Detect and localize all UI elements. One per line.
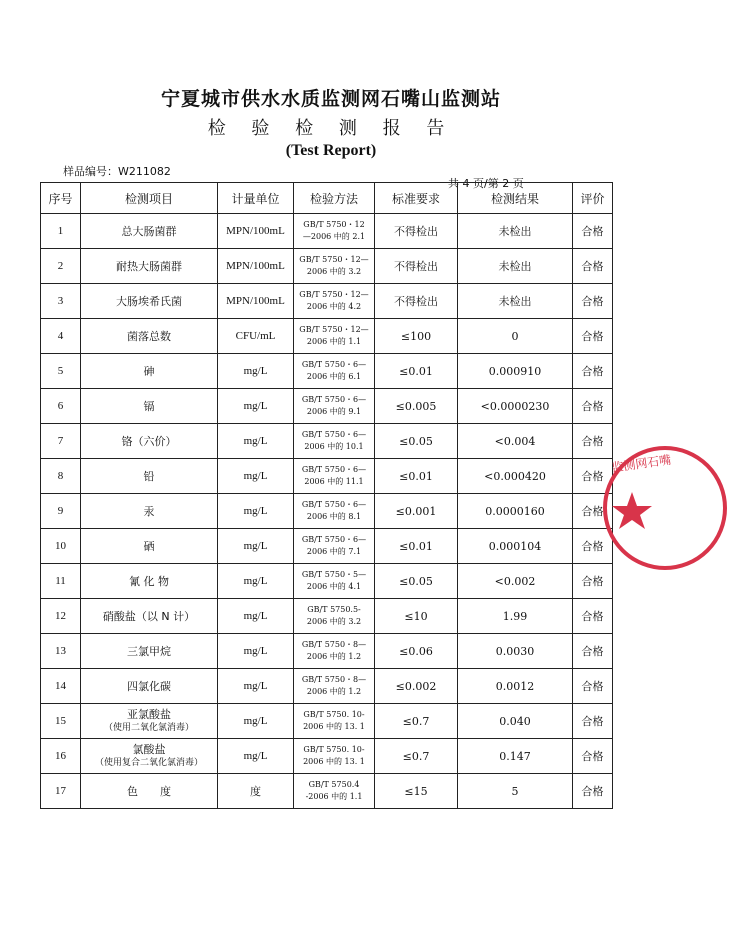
cell-evaluation: 合格 — [573, 529, 613, 564]
cell-result: 未检出 — [458, 249, 573, 284]
cell-result: <0.0000230 — [458, 389, 573, 424]
method-line-2: 2006 中的 6.1 — [306, 372, 362, 381]
cell-item — [81, 354, 218, 389]
cell-method — [294, 249, 375, 284]
method-line-2: 2006 中的 3.2 — [306, 617, 362, 626]
table-row — [41, 284, 613, 319]
cell-method — [294, 529, 375, 564]
method-line-1: GB/T 5750・12— — [299, 290, 369, 299]
item-name: 总大肠菌群 — [121, 225, 177, 238]
cell-standard: ≤0.05 — [375, 564, 458, 599]
cell-item — [81, 389, 218, 424]
cell-result: 0 — [458, 319, 573, 354]
method-line-2: 2006 中的 1.2 — [306, 687, 362, 696]
cell-unit: mg/L — [218, 564, 294, 599]
method-line-2: 2006 中的 8.1 — [306, 512, 362, 521]
col-header-no: 序号 — [41, 183, 81, 214]
cell-unit: mg/L — [218, 529, 294, 564]
test-report-table — [40, 182, 613, 809]
cell-unit: mg/L — [218, 634, 294, 669]
cell-result: 0.0012 — [458, 669, 573, 704]
table-row — [41, 459, 613, 494]
cell-method — [294, 494, 375, 529]
cell-standard: ≤100 — [375, 319, 458, 354]
method-line-1: GB/T 5750.5- — [307, 605, 361, 614]
item-name: 菌落总数 — [127, 330, 171, 343]
red-seal-stamp — [600, 438, 730, 578]
method-line-2: 2006 中的 4.2 — [306, 302, 362, 311]
cell-evaluation: 合格 — [573, 424, 613, 459]
cell-evaluation: 合格 — [573, 354, 613, 389]
method-line-1: GB/T 5750・6— — [301, 500, 367, 509]
method-line-1: GB/T 5750・12— — [299, 255, 369, 264]
cell-standard: ≤0.01 — [375, 529, 458, 564]
item-note: （使用二氧化氯消毒） — [103, 723, 194, 733]
method-line-2: 2006 中的 3.2 — [306, 267, 362, 276]
cell-standard: ≤10 — [375, 599, 458, 634]
item-name: 铅 — [143, 470, 155, 483]
cell-standard: ≤15 — [375, 774, 458, 809]
cell-standard: ≤0.001 — [375, 494, 458, 529]
table-body — [41, 214, 613, 809]
item-name: 氯酸盐 — [132, 743, 166, 756]
table-header-row — [41, 183, 613, 214]
item-name: 铬（六价） — [121, 435, 177, 448]
cell-result: 0.0030 — [458, 634, 573, 669]
cell-unit: mg/L — [218, 424, 294, 459]
cell-item — [81, 634, 218, 669]
method-line-2: 2006 中的 10.1 — [304, 442, 364, 451]
org-title: 宁夏城市供水水质监测网石嘴山监测站 — [160, 88, 501, 110]
cell-no: 5 — [41, 354, 81, 389]
method-line-1: GB/T 5750・6— — [301, 395, 367, 404]
cell-result: 1.99 — [458, 599, 573, 634]
cell-item — [81, 284, 218, 319]
cell-no: 6 — [41, 389, 81, 424]
cell-unit: MPN/100mL — [218, 284, 294, 319]
method-line-2: 2006 中的 11.1 — [304, 477, 364, 486]
cell-no: 2 — [41, 249, 81, 284]
table-row — [41, 389, 613, 424]
table-row — [41, 739, 613, 774]
method-line-1: GB/T 5750. 10- — [303, 710, 365, 719]
cell-standard: ≤0.01 — [375, 459, 458, 494]
cell-no: 10 — [41, 529, 81, 564]
cell-evaluation: 合格 — [573, 459, 613, 494]
cell-evaluation: 合格 — [573, 739, 613, 774]
table-row — [41, 529, 613, 564]
cell-no: 12 — [41, 599, 81, 634]
cell-no: 8 — [41, 459, 81, 494]
cell-item — [81, 214, 218, 249]
cell-unit: CFU/mL — [218, 319, 294, 354]
table-row — [41, 564, 613, 599]
doc-title: 检 验 检 测 报 告 — [207, 118, 455, 139]
item-name: 四氯化碳 — [127, 680, 171, 693]
cell-result: <0.000420 — [458, 459, 573, 494]
doc-title-en: (Test Report) — [285, 142, 377, 159]
cell-method — [294, 424, 375, 459]
cell-no: 16 — [41, 739, 81, 774]
method-line-2: 2006 中的 1.2 — [306, 652, 362, 661]
method-line-1: GB/T 5750・5— — [301, 570, 367, 579]
cell-unit: mg/L — [218, 389, 294, 424]
item-note: （使用复合二氧化氯消毒） — [94, 758, 203, 768]
cell-result: 0.040 — [458, 704, 573, 739]
table-row — [41, 634, 613, 669]
cell-item — [81, 774, 218, 809]
cell-evaluation: 合格 — [573, 214, 613, 249]
col-header-result: 检测结果 — [458, 183, 573, 214]
method-line-1: GB/T 5750・8— — [301, 640, 367, 649]
table-row — [41, 599, 613, 634]
item-name: 汞 — [143, 505, 155, 518]
cell-evaluation: 合格 — [573, 634, 613, 669]
item-name: 砷 — [143, 365, 155, 378]
item-name: 镉 — [143, 400, 155, 413]
method-line-2: —2006 中的 2.1 — [302, 232, 366, 241]
method-line-2: 2006 中的 7.1 — [306, 547, 362, 556]
method-line-2: 2006 中的 13. 1 — [303, 757, 365, 766]
item-name: 三氯甲烷 — [127, 645, 171, 658]
cell-item — [81, 249, 218, 284]
cell-standard: 不得检出 — [375, 249, 458, 284]
method-line-1: GB/T 5750・8— — [301, 675, 367, 684]
cell-evaluation: 合格 — [573, 494, 613, 529]
col-header-standard: 标准要求 — [375, 183, 458, 214]
col-header-method: 检验方法 — [294, 183, 375, 214]
method-line-2: 2006 中的 4.1 — [306, 582, 362, 591]
cell-method — [294, 459, 375, 494]
cell-standard: ≤0.7 — [375, 704, 458, 739]
cell-method — [294, 564, 375, 599]
cell-no: 4 — [41, 319, 81, 354]
cell-no: 9 — [41, 494, 81, 529]
cell-evaluation: 合格 — [573, 284, 613, 319]
cell-unit: mg/L — [218, 459, 294, 494]
method-line-1: GB/T 5750・6— — [301, 360, 367, 369]
cell-unit: MPN/100mL — [218, 249, 294, 284]
cell-standard: ≤0.7 — [375, 739, 458, 774]
col-header-unit: 计量单位 — [218, 183, 294, 214]
cell-no: 17 — [41, 774, 81, 809]
cell-item — [81, 704, 218, 739]
cell-evaluation: 合格 — [573, 564, 613, 599]
cell-item — [81, 739, 218, 774]
item-name: 亚氯酸盐 — [127, 708, 171, 721]
method-line-2: 2006 中的 1.1 — [306, 337, 362, 346]
cell-result: 0.000910 — [458, 354, 573, 389]
cell-no: 11 — [41, 564, 81, 599]
seal-text: 监测网石嘴 — [610, 452, 673, 475]
cell-method — [294, 214, 375, 249]
cell-unit: MPN/100mL — [218, 214, 294, 249]
table-row — [41, 774, 613, 809]
cell-item — [81, 669, 218, 704]
cell-evaluation: 合格 — [573, 319, 613, 354]
cell-standard: 不得检出 — [375, 214, 458, 249]
cell-item — [81, 319, 218, 354]
cell-result: 未检出 — [458, 284, 573, 319]
cell-unit: mg/L — [218, 354, 294, 389]
cell-result: <0.002 — [458, 564, 573, 599]
cell-result: 0.000104 — [458, 529, 573, 564]
cell-no: 7 — [41, 424, 81, 459]
method-line-1: GB/T 5750・12 — [303, 220, 365, 229]
cell-item — [81, 599, 218, 634]
cell-evaluation: 合格 — [573, 389, 613, 424]
cell-standard: ≤0.002 — [375, 669, 458, 704]
item-name: 色 度 — [127, 785, 171, 798]
page-info: 共 4 页/第 2 页 — [448, 177, 524, 190]
cell-evaluation: 合格 — [573, 774, 613, 809]
cell-method — [294, 704, 375, 739]
method-line-2: 2006 中的 13. 1 — [303, 722, 365, 731]
cell-item — [81, 529, 218, 564]
cell-unit: mg/L — [218, 599, 294, 634]
item-name: 大肠埃希氏菌 — [116, 295, 182, 308]
cell-evaluation: 合格 — [573, 704, 613, 739]
method-line-2: 2006 中的 9.1 — [306, 407, 362, 416]
cell-standard: ≤0.005 — [375, 389, 458, 424]
cell-evaluation: 合格 — [573, 669, 613, 704]
col-header-item: 检测项目 — [81, 183, 218, 214]
cell-no: 14 — [41, 669, 81, 704]
seal-star — [612, 492, 652, 529]
cell-unit: mg/L — [218, 739, 294, 774]
table-row — [41, 424, 613, 459]
method-line-1: GB/T 5750・6— — [301, 430, 367, 439]
item-name: 硒 — [143, 540, 155, 553]
cell-unit: 度 — [218, 774, 294, 809]
method-line-1: GB/T 5750・6— — [301, 535, 367, 544]
table-row — [41, 704, 613, 739]
table-row — [41, 669, 613, 704]
cell-result: <0.004 — [458, 424, 573, 459]
col-header-evaluation: 评价 — [573, 183, 613, 214]
cell-no: 3 — [41, 284, 81, 319]
cell-no: 15 — [41, 704, 81, 739]
cell-result: 未检出 — [458, 214, 573, 249]
cell-item — [81, 564, 218, 599]
cell-method — [294, 634, 375, 669]
cell-method — [294, 774, 375, 809]
cell-method — [294, 599, 375, 634]
cell-result: 0.0000160 — [458, 494, 573, 529]
item-name: 氰 化 物 — [129, 575, 169, 588]
table-row — [41, 319, 613, 354]
cell-unit: mg/L — [218, 704, 294, 739]
cell-standard: 不得检出 — [375, 284, 458, 319]
cell-standard: ≤0.05 — [375, 424, 458, 459]
cell-method — [294, 669, 375, 704]
table-row — [41, 494, 613, 529]
item-name: 硝酸盐（以 N 计） — [102, 610, 196, 623]
method-line-1: GB/T 5750.4 — [308, 780, 360, 789]
table-row — [41, 354, 613, 389]
method-line-1: GB/T 5750・12— — [299, 325, 369, 334]
method-line-1: GB/T 5750. 10- — [303, 745, 365, 754]
cell-item — [81, 459, 218, 494]
cell-method — [294, 319, 375, 354]
cell-no: 13 — [41, 634, 81, 669]
method-line-2: -2006 中的 1.1 — [305, 792, 363, 801]
cell-method — [294, 284, 375, 319]
table-row — [41, 249, 613, 284]
cell-unit: mg/L — [218, 669, 294, 704]
cell-method — [294, 354, 375, 389]
cell-standard: ≤0.01 — [375, 354, 458, 389]
cell-evaluation: 合格 — [573, 599, 613, 634]
cell-unit: mg/L — [218, 494, 294, 529]
cell-evaluation: 合格 — [573, 249, 613, 284]
cell-result: 0.147 — [458, 739, 573, 774]
method-line-1: GB/T 5750・6— — [301, 465, 367, 474]
cell-result: 5 — [458, 774, 573, 809]
cell-item — [81, 494, 218, 529]
cell-standard: ≤0.06 — [375, 634, 458, 669]
item-name: 耐热大肠菌群 — [116, 260, 182, 273]
cell-no: 1 — [41, 214, 81, 249]
sample-number: 样品编号：W211082 — [63, 165, 171, 178]
cell-method — [294, 739, 375, 774]
cell-method — [294, 389, 375, 424]
table-row — [41, 214, 613, 249]
cell-item — [81, 424, 218, 459]
